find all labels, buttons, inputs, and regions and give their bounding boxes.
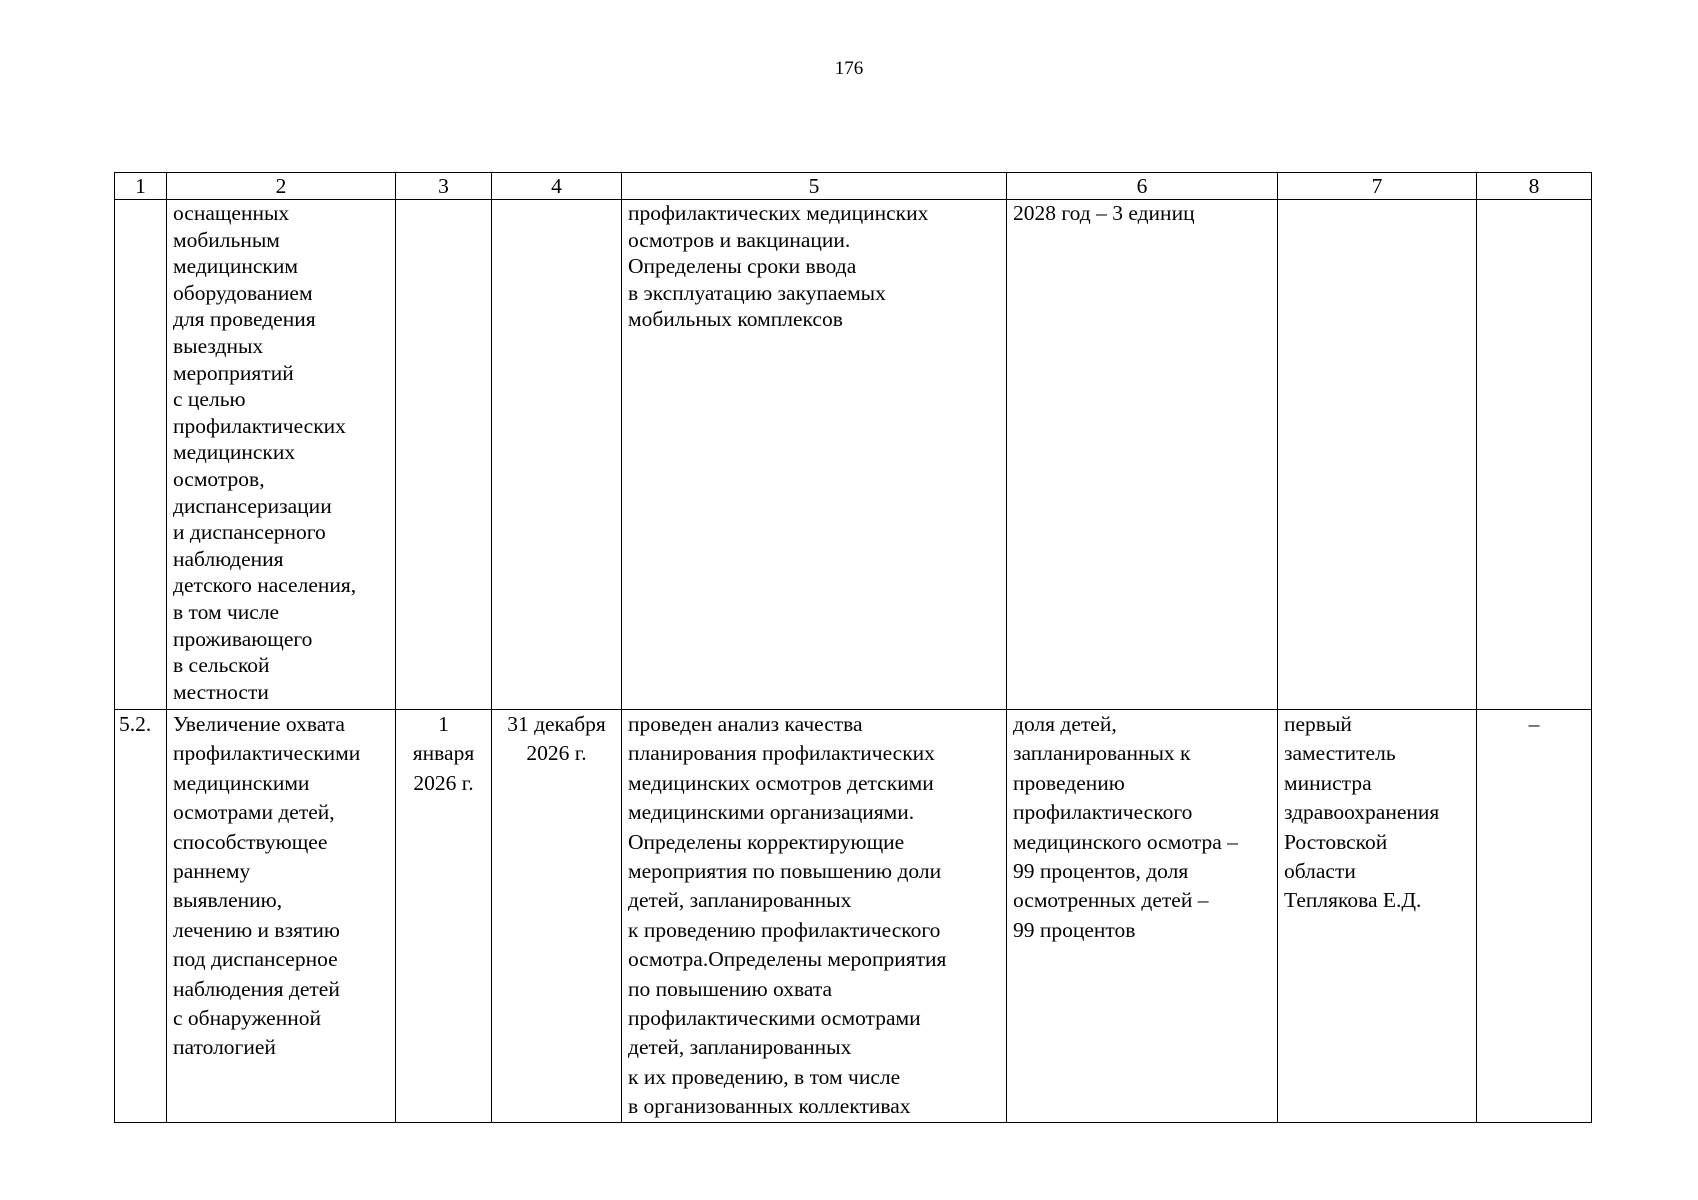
header-cell-7: 7 [1278, 173, 1477, 200]
start-date-cell [396, 710, 492, 1123]
cell-text-line: медицинскими [173, 770, 310, 795]
cell-text-line: профилактическими осмотрами [628, 1006, 921, 1031]
cell-text-line: диспансеризации [173, 493, 332, 518]
header-cell-5: 5 [622, 173, 1007, 200]
cell-text-line: осмотров, [173, 466, 265, 491]
cell-text-line: к их проведению, в том числе [628, 1064, 901, 1089]
cell-text-line: области [1284, 859, 1356, 884]
cell-text-line: профилактического [1013, 800, 1193, 825]
cell-text-line: доля детей, [1013, 712, 1117, 736]
cell-text-line: осмотров и вакцинации. [628, 227, 851, 252]
cell-text-line: осмотра.Определены мероприятия [628, 947, 947, 972]
cell-text-line: в том числе [173, 599, 280, 624]
note-cell [1477, 200, 1592, 710]
indicator-cell [1007, 200, 1278, 710]
cell-text-line: к проведению профилактического [628, 917, 941, 942]
cell-text-line: Определены сроки ввода [628, 254, 857, 279]
table-row [115, 710, 1592, 1123]
table-row [115, 200, 1592, 710]
cell-text-line: в сельской [173, 653, 270, 678]
cell-text-line: в эксплуатацию закупаемых [628, 280, 886, 305]
responsible-cell [1278, 200, 1477, 710]
cell-text-line: мобильных комплексов [628, 307, 843, 332]
cell-text-line: здравоохранения [1284, 800, 1440, 825]
cell-text-line: детей, запланированных [628, 888, 852, 913]
cell-text-line: местности [173, 679, 269, 704]
cell-text-line: и диспансерного [173, 520, 326, 545]
cell-text-line: выявлению, [173, 888, 283, 913]
cell-text-line: проведению [1013, 770, 1125, 795]
cell-text-line: для проведения [173, 307, 316, 332]
expected-result-cell [622, 710, 1007, 1123]
header-cell-8: 8 [1477, 173, 1592, 200]
cell-text-line: по повышению охвата [628, 976, 833, 1001]
page-number: 176 [834, 58, 864, 79]
note-cell [1477, 710, 1592, 1123]
cell-text-line: 99 процентов, доля [1013, 859, 1189, 884]
header-cell-2: 2 [167, 173, 396, 200]
cell-text-line: мобильным [173, 227, 280, 252]
cell-text-line: медицинских осмотров детскими [628, 770, 934, 795]
measure-name-cell [167, 200, 396, 710]
cell-text-line: профилактических медицинских [628, 201, 929, 225]
cell-text-line: мероприятий [173, 360, 294, 385]
cell-text-line: раннему [173, 859, 251, 884]
cell-text-line: 2026 г. [413, 770, 474, 795]
cell-text-line: медицинскими организациями. [628, 800, 915, 825]
cell-text-line: 2028 год – 3 единиц [1013, 201, 1195, 225]
cell-text-line: лечению и взятию [173, 917, 340, 942]
cell-text-line: заместитель [1284, 741, 1396, 766]
cell-text-line: проживающего [173, 626, 313, 651]
cell-text-line: Теплякова Е.Д. [1284, 888, 1422, 913]
cell-text-line: способствующее [173, 829, 328, 854]
cell-text-line: первый [1284, 712, 1352, 736]
cell-text-line: наблюдения [173, 546, 284, 571]
header-cell-1: 1 [115, 173, 167, 200]
cell-text-line: осмотренных детей – [1013, 888, 1209, 913]
measures-table [114, 172, 1592, 1123]
responsible-cell [1278, 710, 1477, 1123]
cell-text-line: Увеличение охвата [173, 712, 345, 736]
cell-text-line: января [412, 741, 475, 766]
expected-result-cell [622, 200, 1007, 710]
cell-text-line: 99 процентов [1013, 917, 1136, 942]
row-number-cell [115, 200, 167, 710]
cell-text-line: под диспансерное [173, 947, 338, 972]
table-header-row [115, 173, 1592, 200]
cell-text-line: оборудованием [173, 280, 313, 305]
row-number-cell: 5.2. [115, 710, 167, 1123]
cell-text-line: осмотрами детей, [173, 800, 335, 825]
cell-text-line: с целью [173, 387, 246, 412]
cell-text-line: планирования профилактических [628, 741, 935, 766]
cell-text-line: детей, запланированных [628, 1035, 852, 1060]
cell-text-line: 31 декабря [507, 712, 606, 736]
cell-text-line: проведен анализ качества [628, 712, 863, 736]
indicator-cell [1007, 710, 1278, 1123]
cell-text-line: медицинского осмотра – [1013, 829, 1238, 854]
cell-text-line: профилактическими [173, 741, 361, 766]
cell-text-line: мероприятия по повышению доли [628, 859, 942, 884]
end-date-cell [492, 200, 622, 710]
cell-text-line: наблюдения детей [173, 976, 340, 1001]
header-cell-4: 4 [492, 173, 622, 200]
cell-text-line: министра [1284, 770, 1372, 795]
end-date-cell [492, 710, 622, 1123]
cell-text-line: 1 [438, 712, 449, 736]
cell-text-line: патологией [173, 1035, 276, 1060]
cell-text-line: – [1528, 712, 1540, 736]
cell-text-line: оснащенных [173, 201, 290, 225]
start-date-cell [396, 200, 492, 710]
cell-text-line: запланированных к [1013, 741, 1191, 766]
cell-text-line: медицинских [173, 440, 296, 465]
cell-text-line: с обнаруженной [173, 1006, 321, 1031]
cell-text-line: медицинским [173, 254, 298, 279]
cell-text-line: выездных [173, 333, 264, 358]
header-cell-6: 6 [1007, 173, 1278, 200]
cell-text-line: Ростовской [1284, 829, 1388, 854]
cell-text-line: Определены корректирующие [628, 829, 905, 854]
cell-text-line: профилактических [173, 413, 346, 438]
measure-name-cell [167, 710, 396, 1123]
header-cell-3: 3 [396, 173, 492, 200]
cell-text-line: в организованных коллективах [628, 1094, 911, 1119]
cell-text-line: 2026 г. [526, 741, 587, 766]
cell-text-line: детского населения, [173, 573, 357, 598]
